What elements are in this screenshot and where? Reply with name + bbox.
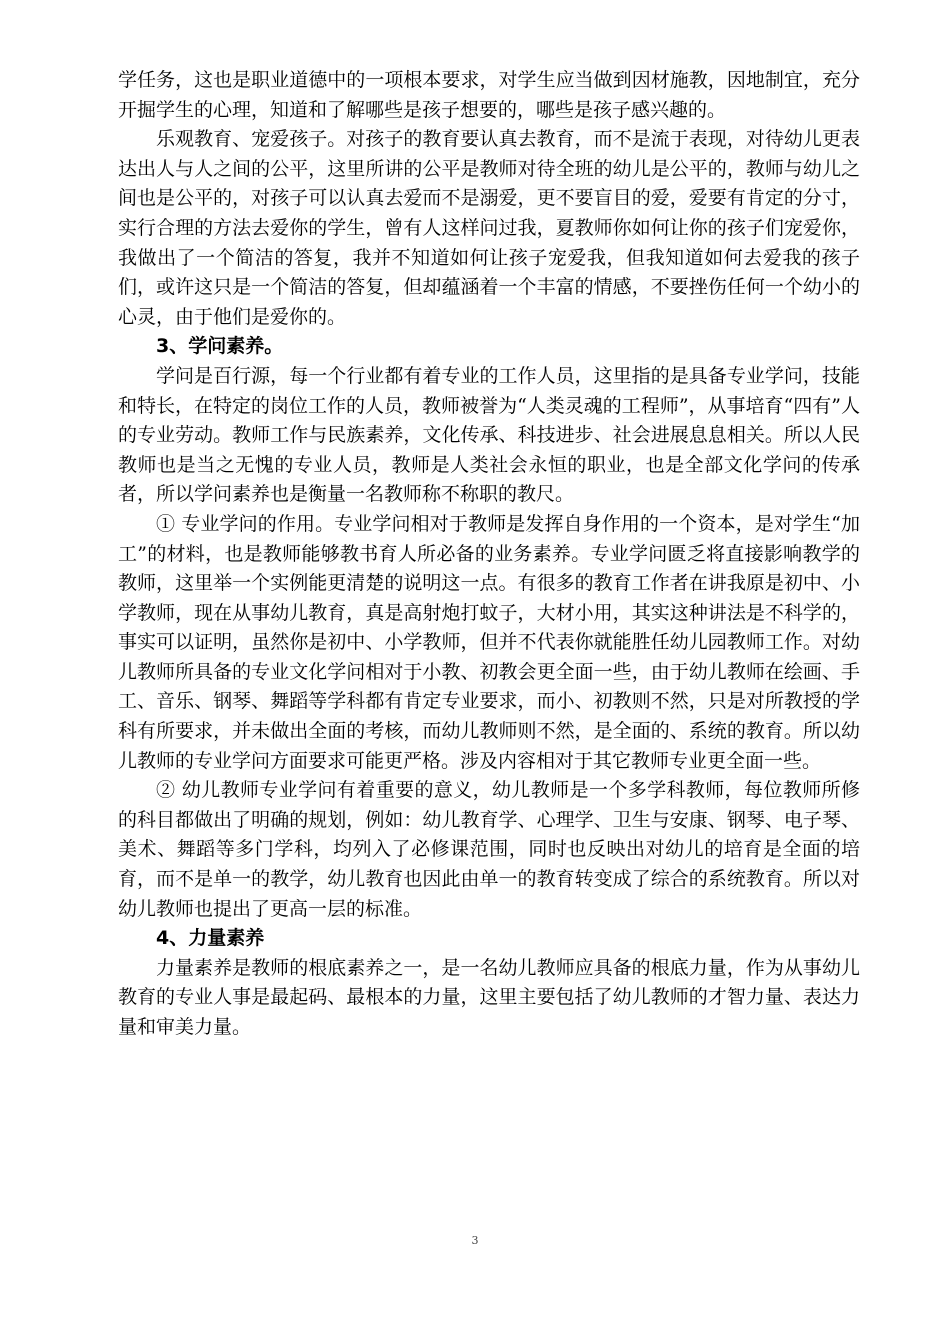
paragraph-optimistic-education: 乐观教育、宠爱孩子。对孩子的教育要认真去教育，而不是流于表现，对待幼儿更表达出人与人之间的公平，这里所讲的公平是教师对待全班的幼儿是公平的，教师与幼儿之间也是公平的，对孩子可以认真去爱而不是溺爱，更不要盲目的爱，爱要有肯定的分寸，实行合理的方法去爱你的学生，曾有人这样问过我，夏教师你如何让你的孩子们宠爱你，我做出了一个简洁的答复，我并不知道如何让孩子宠爱我，但我知道如何去爱我的孩子们，或许这只是一个简洁的答复，但却蕴涵着一个丰富的情感，不要挫伤任何一个幼小的心灵，由于他们是爱你的。: [118, 128, 860, 328]
section-heading-knowledge: 3、学问素养。: [156, 335, 284, 358]
document-body: [118, 66, 860, 1043]
paragraph-professional-knowledge-meaning: ② 幼儿教师专业学问有着重要的意义，幼儿教师是一个多学科教师，每位教师所修的科目都做出了明确的规划，例如：幼儿教育学、心理学、卫生与安康、钢琴、电子琴、美术、舞蹈等多门学科，均列入了必修课范围，同时也反映出对幼儿的培育是全面的培育，而不是单一的教学，幼儿教育也因此由单一的教育转变成了综合的系统教育。所以对幼儿教师也提出了更高一层的标准。: [118, 779, 860, 920]
paragraph-ability-intro: 力量素养是教师的根底素养之一，是一名幼儿教师应具备的根底力量，作为从事幼儿教育的专业人事是最起码、最根本的力量，这里主要包括了幼儿教师的才智力量、表达力量和审美力量。: [118, 956, 860, 1038]
paragraph-continuation: 学任务，这也是职业道德中的一项根本要求，对学生应当做到因材施教，因地制宜，充分开掘学生的心理，知道和了解哪些是孩子想要的，哪些是孩子感兴趣的。: [118, 69, 860, 121]
paragraph-professional-knowledge-role: ① 专业学问的作用。专业学问相对于教师是发挥自身作用的一个资本，是对学生“加工”的材料，也是教师能够教书育人所必备的业务素养。专业学问匮乏将直接影响教学的教师，这里举一个实例能更清楚的说明这一点。有很多的教育工作者在讲我原是初中、小学教师，现在从事幼儿教育，真是高射炮打蚊子，大材小用，其实这种讲法是不科学的，事实可以证明，虽然你是初中、小学教师，但并不代表你就能胜任幼儿园教师工作。对幼儿教师所具备的专业文化学问相对于小教、初教会更全面一些，由于幼儿教师在绘画、手工、音乐、钢琴、舞蹈等学科都有肯定专业要求，而小、初教则不然，只是对所教授的学科有所要求，并未做出全面的考核，而幼儿教师则不然，是全面的、系统的教育。所以幼儿教师的专业学问方面要求可能更严格。涉及内容相对于其它教师专业更全面一些。: [118, 512, 860, 772]
page-number: 3: [471, 1234, 479, 1247]
section-heading-ability: 4、力量素养: [156, 927, 265, 950]
paragraph-knowledge-intro: 学问是百行源，每一个行业都有着专业的工作人员，这里指的是具备专业学问，技能和特长，在特定的岗位工作的人员，教师被誉为“人类灵魂的工程师”，从事培育“四有”人的专业劳动。教师工作与民族素养，文化传承、科技进步、社会进展息息相关。所以人民教师也是当之无愧的专业人员，教师是人类社会永恒的职业，也是全部文化学问的传承者，所以学问素养也是衡量一名教师称不称职的教尺。: [118, 364, 860, 506]
